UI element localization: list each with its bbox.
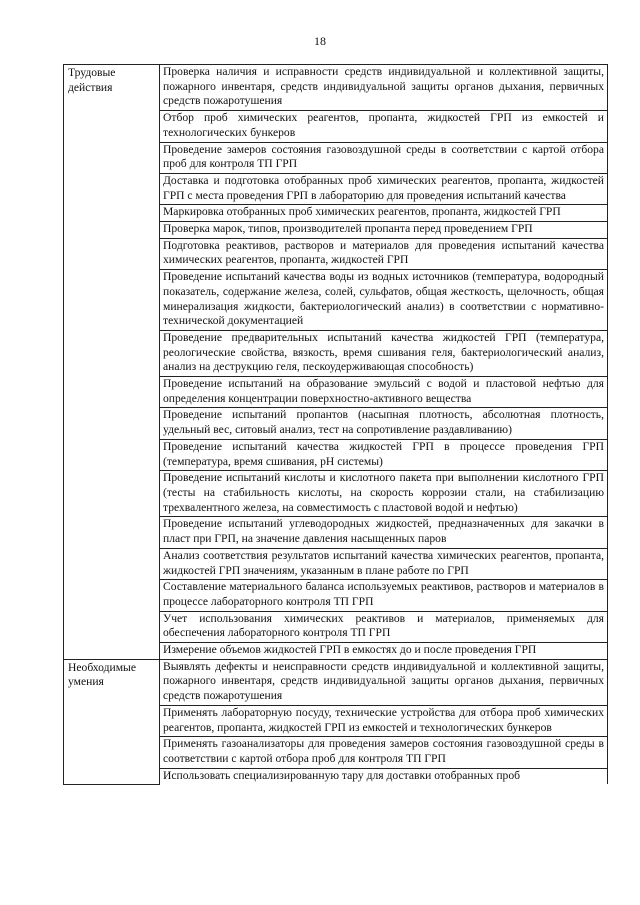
table-cell: Подготовка реактивов, растворов и материалов для проведения испытаний качества химических реагентов, пропанта, жидкостей ГРП <box>160 238 608 269</box>
table-cell: Проведение испытаний углеводородных жидкостей, предназначенных для закачки в пласт при ГРП, на значение давления насыщенных паров <box>160 517 608 548</box>
section-label-required-skills: Необходимые умения <box>64 659 160 784</box>
table-cell: Использовать специализированную тару для доставки отобранных проб <box>160 768 608 784</box>
table-cell: Проведение испытаний качества воды из водных источников (температура, водородный показатель, содержание железа, солей, сульфатов, общая жесткость, щелочность, общая минерализация жидкости, бактериологический анализ) в соответствии с нормативно-технической документацией <box>160 270 608 331</box>
table-cell: Проведение испытаний на образование эмульсий с водой и пластовой нефтью для определения концентрации поверхностно-активного вещества <box>160 377 608 408</box>
table-row <box>64 65 608 111</box>
table-cell: Проведение предварительных испытаний качества жидкостей ГРП (температура, реологические свойства, вязкость, время сшивания геля, бактериологический анализ, анализ на деструкцию геля, пескоудерживающая способность) <box>160 330 608 376</box>
page-number: 18 <box>314 34 326 48</box>
table-cell: Проведение испытаний пропантов (насыпная плотность, абсолютная плотность, удельный вес, ситовый анализ, тест на сопротивление раздавливанию) <box>160 408 608 439</box>
table-row <box>64 659 608 705</box>
table-cell: Применять газоанализаторы для проведения замеров состояния газовоздушной среды в соответствии с картой отбора проб для контроля ТП ГРП <box>160 737 608 768</box>
table-cell: Проверка наличия и исправности средств индивидуальной и коллективной защиты, пожарного инвентаря, средств индивидуальной защиты органов дыхания, первичных средств пожаротушения <box>160 65 608 111</box>
requirements-table <box>63 64 608 785</box>
table-cell: Измерение объемов жидкостей ГРП в емкостях до и после проведения ГРП <box>160 643 608 660</box>
table-cell: Отбор проб химических реагентов, пропанта, жидкостей ГРП из емкостей и технологических бункеров <box>160 111 608 142</box>
table-cell: Проведение испытаний качества жидкостей ГРП в процессе проведения ГРП (температура, время сшивания, pH системы) <box>160 439 608 470</box>
section-label-labor-actions: Трудовые действия <box>64 65 160 660</box>
table-cell: Учет использования химических реактивов и материалов, применяемых для обеспечения лабораторного контроля ТП ГРП <box>160 611 608 642</box>
table-cell: Маркировка отобранных проб химических реагентов, пропанта, жидкостей ГРП <box>160 205 608 222</box>
table-cell: Проведение замеров состояния газовоздушной среды в соответствии с картой отбора проб для контроля ТП ГРП <box>160 142 608 173</box>
table-cell: Анализ соответствия результатов испытаний качества химических реагентов, пропанта, жидкостей ГРП значениям, указанным в плане работе по ГРП <box>160 548 608 579</box>
table-cell: Применять лабораторную посуду, технические устройства для отбора проб химических реагентов, пропанта, жидкостей ГРП из емкостей и технологических бункеров <box>160 705 608 736</box>
table-cell: Составление материального баланса используемых реактивов, растворов и материалов в процессе лабораторного контроля ТП ГРП <box>160 580 608 611</box>
table-cell: Проведение испытаний кислоты и кислотного пакета при выполнении кислотного ГРП (тесты на стабильность кислоты, на скорость коррозии стали, на стабилизацию трехвалентного железа, на совместимость с пластовой водой и нефтью) <box>160 471 608 517</box>
table-cell: Доставка и подготовка отобранных проб химических реагентов, пропанта, жидкостей ГРП с места проведения ГРП в лабораторию для проведения испытаний качества <box>160 173 608 204</box>
table-cell: Выявлять дефекты и неисправности средств индивидуальной и коллективной защиты, пожарного инвентаря, средств индивидуальной защиты органов дыхания, первичных средств пожаротушения <box>160 659 608 705</box>
table-cell: Проверка марок, типов, производителей пропанта перед проведением ГРП <box>160 222 608 239</box>
